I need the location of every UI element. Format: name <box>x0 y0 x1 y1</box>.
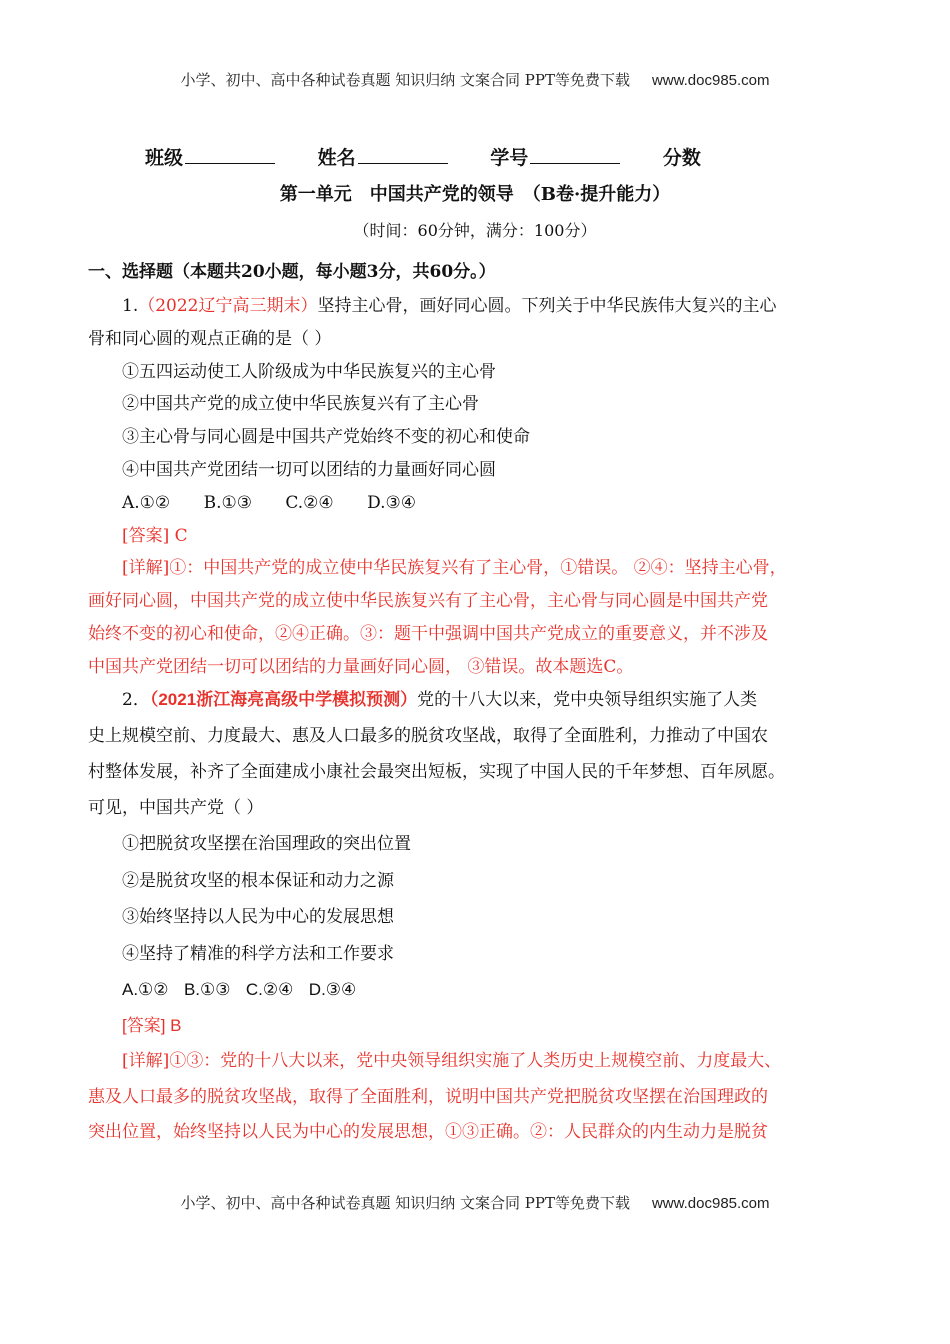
explanation-line: 突出位置，始终坚持以人民为中心的发展思想，①③正确。②：人民群众的内生动力是脱贫 <box>88 1122 768 1142</box>
option-item: ①把脱贫攻坚摆在治国理政的突出位置 <box>122 834 411 854</box>
page-header <box>0 69 950 90</box>
question-source: （2022辽宁高三期末） <box>138 296 318 316</box>
question-stem <box>88 682 880 718</box>
option-item: ④坚持了精准的科学方法和工作要求 <box>122 943 394 964</box>
question-stem <box>88 290 880 323</box>
option-item: ④中国共产党团结一切可以团结的力量画好同心圆 <box>122 459 496 480</box>
question-2 <box>88 682 880 1151</box>
choice-c: C.②④ <box>285 492 334 513</box>
answer-label: [答案] C <box>122 525 188 546</box>
explanation-line: [详解]①：中国共产党的成立使中华民族复兴有了主心骨，①错误。 ②④：坚持主心骨， <box>122 558 787 579</box>
question-number: 1. <box>122 296 139 316</box>
document-title: 第一单元 中国共产党的领导 （B卷·提升能力） <box>279 184 671 205</box>
score-field <box>663 143 701 170</box>
choice-c: C.②④ <box>245 980 294 999</box>
choice-b: B.①③ <box>183 980 231 999</box>
class-blank[interactable] <box>185 147 275 164</box>
header-site-link[interactable]: www.doc985.com <box>651 72 770 89</box>
question-source: （2021浙江海亮高级中学模拟预测） <box>149 690 418 709</box>
stem-line: 史上规模空前、力度最大、惠及人口最多的脱贫攻坚战，取得了全面胜利，力推动了中国农 <box>88 726 768 746</box>
student-info-fields <box>145 143 845 170</box>
answer-choices <box>88 972 880 1008</box>
explanation-line: 惠及人口最多的脱贫攻坚战，取得了全面胜利，说明中国共产党把脱贫攻坚摆在治国理政的 <box>88 1086 768 1107</box>
stem-line: 村整体发展，补齐了全面建成小康社会最突出短板，实现了中国人民的千年梦想、百年夙愿。 <box>88 762 785 782</box>
question-number: 2． <box>122 690 150 710</box>
page-footer <box>0 1192 950 1213</box>
number-blank[interactable] <box>530 147 620 164</box>
stem-line: 坚持主心骨，画好同心圆。下列关于中华民族伟大复兴的主心 <box>317 296 777 316</box>
option-item: ②中国共产党的成立使中华民族复兴有了主心骨 <box>122 394 479 415</box>
header-text: 小学、初中、高中各种试卷真题 知识归纳 文案合同 PPT等免费下载 <box>180 71 630 89</box>
choice-a: A.①② <box>122 492 171 513</box>
name-field <box>318 143 448 170</box>
explanation-line: 始终不变的初心和使命，②④正确。③：题干中强调中国共产党成立的重要意义，并不涉及 <box>88 623 768 644</box>
stem-line: 骨和同心圆的观点正确的是（ ） <box>88 328 332 349</box>
option-item: ②是脱贫攻坚的根本保证和动力之源 <box>122 870 394 891</box>
class-field <box>145 143 275 170</box>
document-subtitle: （时间：60分钟，满分：100分） <box>353 221 597 240</box>
choice-d: D.③④ <box>367 492 416 513</box>
option-item: ①五四运动使工人阶级成为中华民族复兴的主心骨 <box>122 361 496 382</box>
explanation-line: 画好同心圆，中国共产党的成立使中华民族复兴有了主心骨，主心骨与同心圆是中国共产党 <box>88 591 768 612</box>
class-label: 班级 <box>145 147 184 169</box>
stem-line: 党的十八大以来，党中央领导组织实施了人类 <box>417 690 758 710</box>
name-blank[interactable] <box>358 147 448 164</box>
footer-site-link[interactable]: www.doc985.com <box>651 1195 770 1212</box>
number-label: 学号 <box>490 147 529 169</box>
choice-a: A.①② <box>122 980 169 999</box>
number-field <box>490 143 620 170</box>
option-item: ③主心骨与同心圆是中国共产党始终不变的初心和使命 <box>122 427 530 448</box>
name-label: 姓名 <box>317 147 356 169</box>
score-label: 分数 <box>662 147 701 169</box>
question-1 <box>88 290 880 684</box>
choice-b: B.①③ <box>203 492 252 513</box>
option-item: ③始终坚持以人民为中心的发展思想 <box>122 907 394 927</box>
answer-choices <box>88 487 880 520</box>
section-heading: 一、选择题（本题共20小题，每小题3分，共60分。） <box>88 262 496 282</box>
stem-line: 可见，中国共产党（ ） <box>88 798 264 818</box>
explanation-line: [详解]①③：党的十八大以来，党中央领导组织实施了人类历史上规模空前、力度最大、 <box>122 1051 782 1071</box>
answer-label: [答案] B <box>122 1016 182 1035</box>
footer-text: 小学、初中、高中各种试卷真题 知识归纳 文案合同 PPT等免费下载 <box>180 1194 630 1212</box>
choice-d: D.③④ <box>308 980 357 999</box>
explanation-line: 中国共产党团结一切可以团结的力量画好同心圆， ③错误。故本题选C。 <box>88 656 634 677</box>
